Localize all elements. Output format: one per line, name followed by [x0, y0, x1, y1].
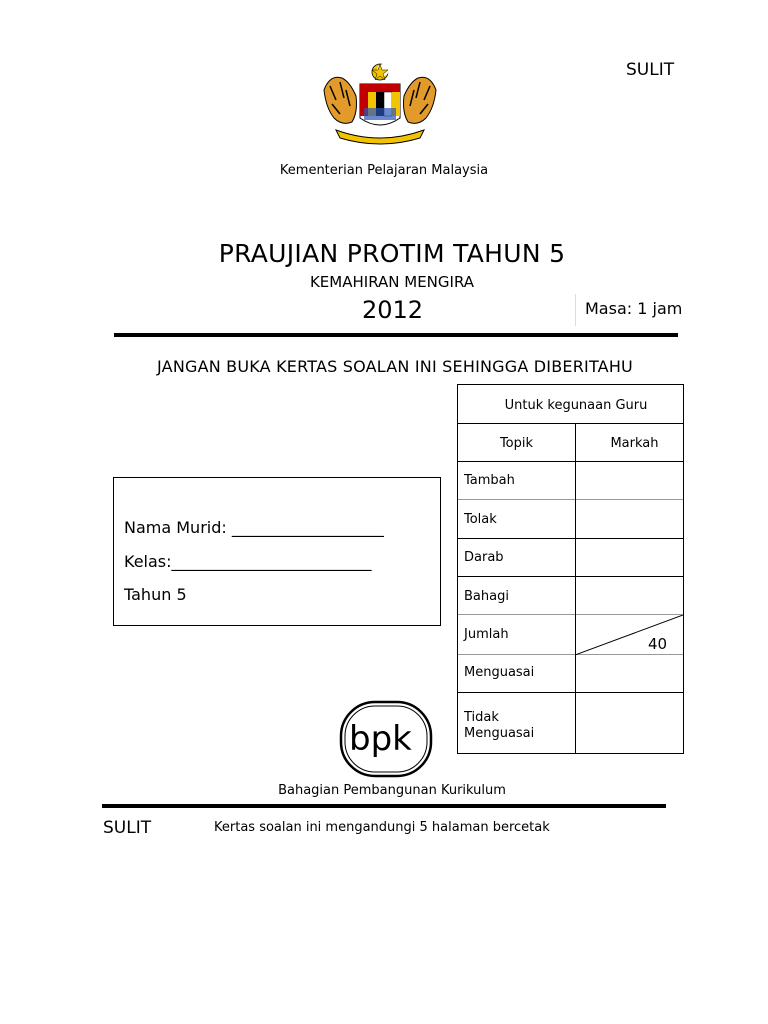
- table-divider: [458, 499, 683, 500]
- table-divider: [458, 576, 683, 577]
- ministry-name: Kementerian Pelajaran Malaysia: [279, 163, 489, 178]
- malaysia-coat-of-arms-icon: [316, 60, 444, 148]
- row-label-tidak-menguasai: Tidak Menguasai: [464, 710, 535, 741]
- marks-table: [457, 384, 684, 754]
- bpk-logo-text: bpk: [349, 719, 412, 759]
- row-label-darab: Darab: [464, 550, 504, 565]
- student-class-field[interactable]: Kelas:_________________________: [124, 552, 372, 571]
- classification-label-bottom: SULIT: [103, 818, 152, 838]
- table-divider: [458, 423, 683, 424]
- table-column-divider: [575, 424, 576, 753]
- row-label-menguasai: Menguasai: [464, 665, 535, 680]
- row-label-tambah: Tambah: [464, 473, 515, 488]
- bpk-logo-icon: [339, 700, 433, 778]
- exam-duration: Masa: 1 jam: [585, 299, 683, 318]
- header-divider: [114, 333, 678, 337]
- column-header-topic: Topik: [499, 436, 534, 451]
- exam-title: PRAUJIAN PROTIM TAHUN 5: [218, 239, 566, 268]
- row-label-tolak: Tolak: [464, 512, 497, 527]
- table-divider: [458, 461, 683, 462]
- student-name-field[interactable]: Nama Murid: ___________________: [124, 518, 384, 537]
- classification-label-top: SULIT: [626, 60, 675, 80]
- table-divider: [458, 692, 683, 693]
- column-header-marks: Markah: [610, 436, 659, 451]
- table-divider: [458, 538, 683, 539]
- exam-warning: JANGAN BUKA KERTAS SOALAN INI SEHINGGA DIBERITAHU: [157, 357, 633, 376]
- student-grade: Tahun 5: [124, 585, 187, 604]
- curriculum-division-name: Bahagian Pembangunan Kurikulum: [278, 783, 506, 798]
- exam-year: 2012: [362, 296, 424, 324]
- duration-divider: [575, 294, 576, 326]
- total-max-marks: 40: [648, 635, 668, 653]
- footer-divider: [102, 804, 666, 808]
- exam-subject: KEMAHIRAN MENGIRA: [309, 273, 475, 291]
- row-label-jumlah: Jumlah: [464, 627, 509, 642]
- student-info-box: [113, 477, 441, 626]
- page-count-note: Kertas soalan ini mengandungi 5 halaman bercetak: [214, 820, 550, 835]
- row-label-bahagi: Bahagi: [464, 589, 509, 604]
- table-header: Untuk kegunaan Guru: [504, 398, 648, 413]
